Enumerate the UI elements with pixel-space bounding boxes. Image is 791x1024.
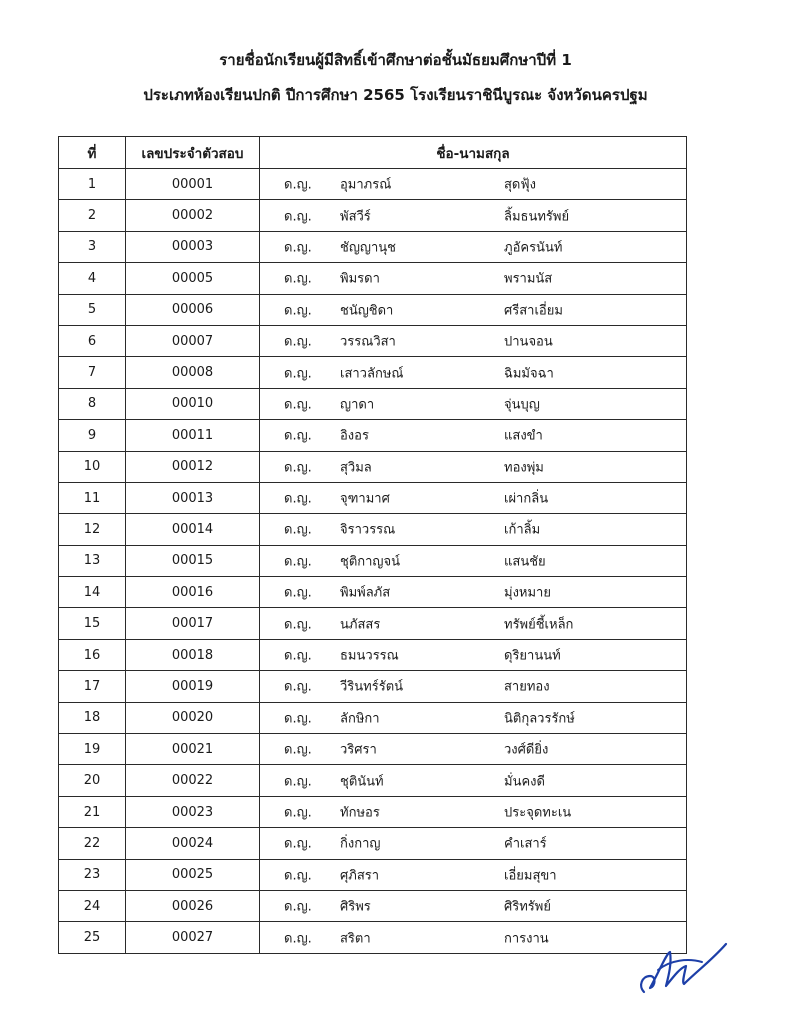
first-name: พิมรดา: [340, 271, 380, 287]
first-name: นภัสสร: [340, 617, 381, 633]
table-row: [59, 639, 687, 670]
name-prefix: ด.ญ.: [284, 397, 312, 413]
exam-id-cell: 00011: [126, 420, 260, 451]
first-name: สุวิมล: [340, 460, 372, 476]
first-name: วริศรา: [340, 742, 377, 758]
name-prefix: ด.ญ.: [284, 366, 312, 382]
name-prefix: ด.ญ.: [284, 522, 312, 538]
row-number-cell: 25: [59, 922, 126, 953]
table-row: [59, 796, 687, 827]
row-number-cell: 14: [59, 577, 126, 608]
name-prefix: ด.ญ.: [284, 209, 312, 225]
table-row: [59, 357, 687, 388]
first-name: วรรณวิสา: [340, 334, 396, 350]
name-prefix: ด.ญ.: [284, 334, 312, 350]
exam-id-cell: 00002: [126, 200, 260, 231]
table-row: [59, 263, 687, 294]
name-prefix: ด.ญ.: [284, 240, 312, 256]
last-name: พรามนัส: [504, 271, 553, 287]
name-prefix: ด.ญ.: [284, 491, 312, 507]
exam-id-cell: 00027: [126, 922, 260, 953]
name-prefix: ด.ญ.: [284, 805, 312, 821]
name-prefix: ด.ญ.: [284, 836, 312, 852]
first-name: ศุภิสรา: [340, 868, 380, 884]
exam-id-cell: 00007: [126, 325, 260, 356]
full-name-cell: [260, 922, 687, 953]
first-name: ศิริพร: [340, 899, 371, 915]
signature-mark: [636, 930, 732, 1000]
first-name: พัสวีร์: [340, 209, 371, 225]
first-name: ชนัญชิดา: [340, 303, 394, 319]
first-name: อุมาภรณ์: [340, 177, 392, 193]
row-number-cell: 5: [59, 294, 126, 325]
row-number-cell: 22: [59, 828, 126, 859]
full-name-cell: [260, 577, 687, 608]
exam-id-cell: 00025: [126, 859, 260, 890]
last-name: ลิ้มธนทรัพย์: [504, 209, 570, 225]
exam-id-cell: 00005: [126, 263, 260, 294]
row-number-cell: 17: [59, 671, 126, 702]
first-name: ลักษิกา: [340, 711, 380, 727]
row-number-cell: 12: [59, 514, 126, 545]
full-name-cell: [260, 765, 687, 796]
last-name: การงาน: [504, 931, 549, 947]
table-row: [59, 671, 687, 702]
exam-id-cell: 00012: [126, 451, 260, 482]
full-name-cell: [260, 200, 687, 231]
full-name-cell: [260, 859, 687, 890]
exam-id-cell: 00026: [126, 890, 260, 921]
row-number-cell: 15: [59, 608, 126, 639]
column-header-exam-id: เลขประจำตัวสอบ: [126, 137, 260, 169]
last-name: ปานจอน: [504, 334, 553, 350]
table-row: [59, 702, 687, 733]
exam-id-cell: 00022: [126, 765, 260, 796]
full-name-cell: [260, 325, 687, 356]
table-row: [59, 859, 687, 890]
first-name: วีรินทร์รัตน์: [340, 679, 404, 695]
name-prefix: ด.ญ.: [284, 177, 312, 193]
name-prefix: ด.ญ.: [284, 931, 312, 947]
first-name: ธมนวรรณ: [340, 648, 399, 664]
name-prefix: ด.ญ.: [284, 868, 312, 884]
table-row: [59, 828, 687, 859]
row-number-cell: 8: [59, 388, 126, 419]
full-name-cell: [260, 263, 687, 294]
exam-id-cell: 00008: [126, 357, 260, 388]
row-number-cell: 13: [59, 545, 126, 576]
document-title: รายชื่อนักเรียนผู้มีสิทธิ์เข้าศึกษาต่อชั้นมัธยมศึกษาปีที่ 1: [219, 51, 572, 69]
last-name: ประจุดทะเน: [504, 805, 572, 821]
full-name-cell: [260, 702, 687, 733]
table-row: [59, 577, 687, 608]
exam-id-cell: 00017: [126, 608, 260, 639]
table-row: [59, 482, 687, 513]
name-prefix: ด.ญ.: [284, 617, 312, 633]
full-name-cell: [260, 890, 687, 921]
exam-id-cell: 00024: [126, 828, 260, 859]
last-name: ดุริยานนท์: [504, 648, 561, 664]
first-name: ทักษอร: [340, 805, 380, 821]
name-prefix: ด.ญ.: [284, 428, 312, 444]
full-name-cell: [260, 231, 687, 262]
exam-id-cell: 00016: [126, 577, 260, 608]
exam-id-cell: 00003: [126, 231, 260, 262]
column-header-full-name: ชื่อ-นามสกุล: [260, 137, 687, 169]
exam-id-cell: 00013: [126, 482, 260, 513]
last-name: ฉิมมัจฉา: [504, 366, 554, 382]
last-name: มั่นคงดี: [504, 774, 545, 790]
exam-id-cell: 00015: [126, 545, 260, 576]
name-prefix: ด.ญ.: [284, 774, 312, 790]
exam-id-cell: 00021: [126, 734, 260, 765]
name-prefix: ด.ญ.: [284, 303, 312, 319]
row-number-cell: 21: [59, 796, 126, 827]
last-name: ศิริทรัพย์: [504, 899, 551, 915]
first-name: สริตา: [340, 931, 371, 947]
name-prefix: ด.ญ.: [284, 554, 312, 570]
table-row: [59, 169, 687, 200]
exam-id-cell: 00018: [126, 639, 260, 670]
last-name: ศรีสาเอี่ยม: [504, 303, 563, 319]
table-row: [59, 890, 687, 921]
row-number-cell: 1: [59, 169, 126, 200]
full-name-cell: [260, 545, 687, 576]
table-row: [59, 420, 687, 451]
table-row: [59, 451, 687, 482]
first-name: พิมพ์ลภัส: [340, 585, 391, 601]
full-name-cell: [260, 451, 687, 482]
table-row: [59, 294, 687, 325]
table-row: [59, 765, 687, 796]
last-name: จุ่นบุญ: [504, 397, 540, 413]
first-name: ชุติกาญจน์: [340, 554, 401, 570]
table-header-row: [59, 137, 687, 169]
table-row: [59, 734, 687, 765]
row-number-cell: 10: [59, 451, 126, 482]
table-row: [59, 514, 687, 545]
name-prefix: ด.ญ.: [284, 648, 312, 664]
full-name-cell: [260, 671, 687, 702]
first-name: ชัญญานุช: [340, 240, 396, 256]
first-name: เสาวลักษณ์: [340, 366, 404, 382]
last-name: วงศ์ดียิ่ง: [504, 742, 549, 758]
exam-id-cell: 00006: [126, 294, 260, 325]
full-name-cell: [260, 420, 687, 451]
table-row: [59, 231, 687, 262]
last-name: ทรัพย์ชี้เหล็ก: [504, 617, 574, 633]
row-number-cell: 18: [59, 702, 126, 733]
table-row: [59, 545, 687, 576]
first-name: ญาดา: [340, 397, 375, 413]
name-prefix: ด.ญ.: [284, 585, 312, 601]
last-name: สุดฟุ้ง: [504, 177, 536, 193]
row-number-cell: 4: [59, 263, 126, 294]
full-name-cell: [260, 514, 687, 545]
name-prefix: ด.ญ.: [284, 899, 312, 915]
row-number-cell: 16: [59, 639, 126, 670]
first-name: จุฑามาศ: [340, 491, 390, 507]
name-prefix: ด.ญ.: [284, 711, 312, 727]
full-name-cell: [260, 169, 687, 200]
last-name: เอี่ยมสุขา: [504, 868, 557, 884]
full-name-cell: [260, 639, 687, 670]
table-body: [59, 169, 687, 954]
exam-id-cell: 00014: [126, 514, 260, 545]
first-name: กิ่งกาญ: [340, 836, 381, 852]
first-name: อิงอร: [340, 428, 369, 444]
row-number-cell: 9: [59, 420, 126, 451]
row-number-cell: 7: [59, 357, 126, 388]
row-number-cell: 24: [59, 890, 126, 921]
signature-stroke: [641, 944, 726, 992]
exam-id-cell: 00001: [126, 169, 260, 200]
row-number-cell: 3: [59, 231, 126, 262]
name-prefix: ด.ญ.: [284, 460, 312, 476]
exam-id-cell: 00020: [126, 702, 260, 733]
first-name: จิราวรรณ: [340, 522, 396, 538]
table-row: [59, 608, 687, 639]
last-name: ทองพุ่ม: [504, 460, 544, 476]
full-name-cell: [260, 608, 687, 639]
last-name: คำเสาร์: [504, 836, 547, 852]
row-number-cell: 11: [59, 482, 126, 513]
table-row: [59, 200, 687, 231]
name-prefix: ด.ญ.: [284, 271, 312, 287]
last-name: มุ่งหมาย: [504, 585, 551, 601]
row-number-cell: 20: [59, 765, 126, 796]
row-number-cell: 23: [59, 859, 126, 890]
last-name: ภูอัครนันท์: [504, 240, 563, 256]
exam-id-cell: 00019: [126, 671, 260, 702]
full-name-cell: [260, 734, 687, 765]
row-number-cell: 2: [59, 200, 126, 231]
exam-id-cell: 00010: [126, 388, 260, 419]
full-name-cell: [260, 828, 687, 859]
column-header-number: ที่: [59, 137, 126, 169]
table-row: [59, 325, 687, 356]
full-name-cell: [260, 388, 687, 419]
last-name: แสงขำ: [504, 428, 543, 444]
full-name-cell: [260, 294, 687, 325]
full-name-cell: [260, 357, 687, 388]
first-name: ชุตินันท์: [340, 774, 384, 790]
last-name: แสนชัย: [504, 554, 546, 570]
student-roster-table: [58, 136, 687, 954]
full-name-cell: [260, 796, 687, 827]
name-prefix: ด.ญ.: [284, 742, 312, 758]
name-prefix: ด.ญ.: [284, 679, 312, 695]
row-number-cell: 6: [59, 325, 126, 356]
row-number-cell: 19: [59, 734, 126, 765]
table-row: [59, 388, 687, 419]
last-name: สายทอง: [504, 679, 550, 695]
last-name: เผ่ากลิ่น: [504, 491, 549, 507]
table-row: [59, 922, 687, 953]
full-name-cell: [260, 482, 687, 513]
last-name: เก้าลิ้ม: [504, 522, 541, 538]
last-name: นิติกุลวรรักษ์: [504, 711, 575, 727]
exam-id-cell: 00023: [126, 796, 260, 827]
document-subtitle: ประเภทห้องเรียนปกติ ปีการศึกษา 2565 โรงเรียนราชินีบูรณะ จังหวัดนครปฐม: [143, 86, 648, 104]
